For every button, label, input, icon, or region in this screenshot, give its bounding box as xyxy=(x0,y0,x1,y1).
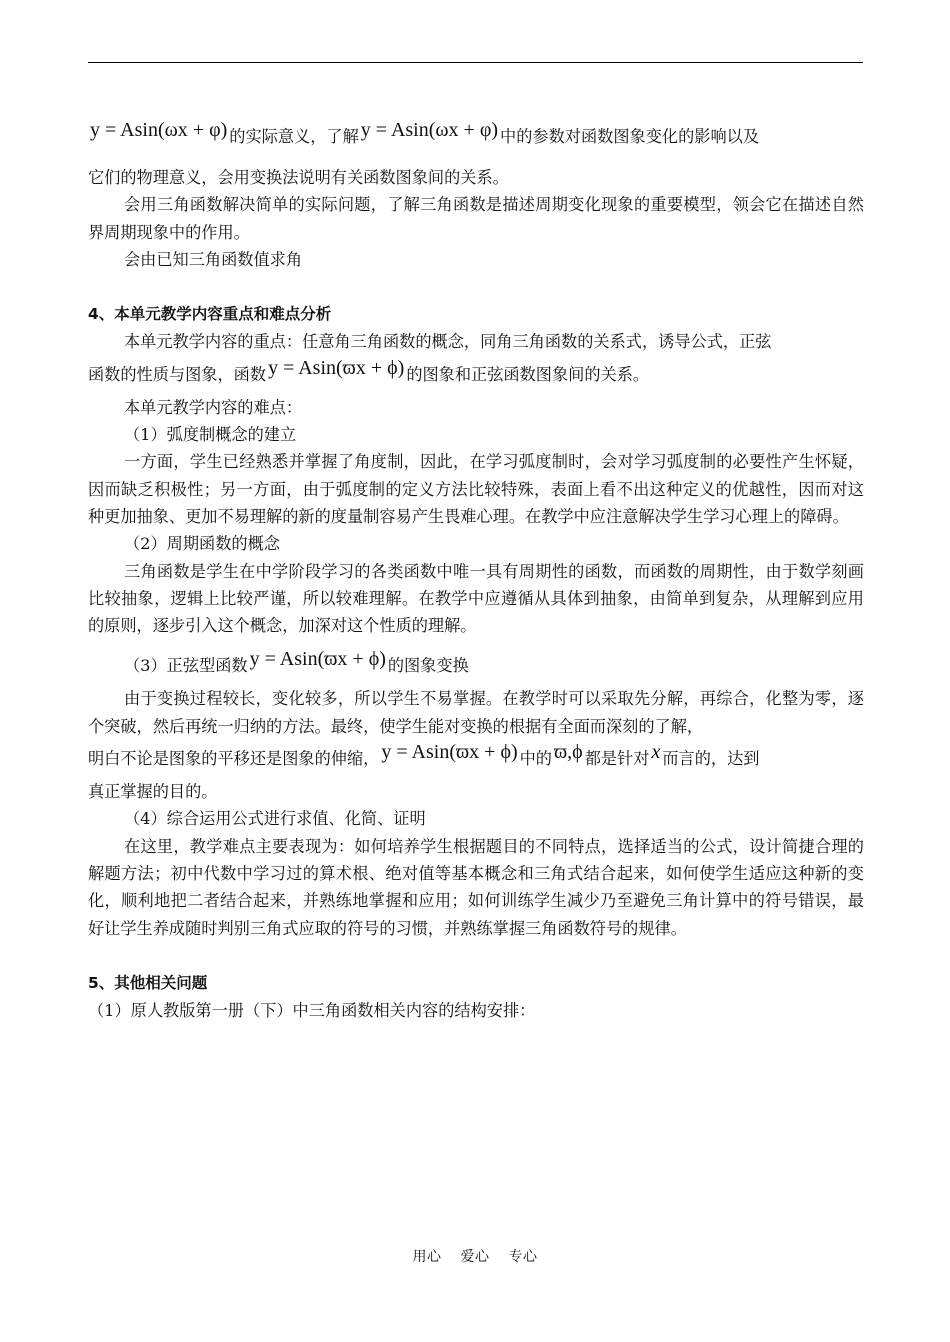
item-3-body-line-2 xyxy=(88,740,864,778)
item-3-body-line-1: 由于变换过程较长，变化较多，所以学生不易掌握。在教学时可以采取先分解，再综合，化整为零，逐个突破，然后再统一归纳的方法。最终，使学生能对变换的根据有全面而深刻的了解， xyxy=(88,689,864,736)
item-3-body-part-b: 中的 xyxy=(519,749,552,769)
intro-paragraph-3: 会由已知三角函数值求角 xyxy=(124,249,303,269)
formula-var-x: x xyxy=(651,741,661,764)
section-4-heading: 4、本单元教学内容重点和难点分析 xyxy=(88,305,332,324)
intro-line-2: 它们的物理意义，会用变换法说明有关函数图象间的关系。 xyxy=(88,168,509,187)
section-5-heading: 5、其他相关问题 xyxy=(88,973,208,992)
item-2-title: （2）周期函数的概念 xyxy=(124,534,280,554)
key-points-line-2-start: 函数的性质与图象，函数 xyxy=(88,364,267,384)
formula-y-asin-varpi-3: y = Asin(ϖx + ϕ) xyxy=(381,741,518,764)
item-3-body-line-3: 真正掌握的目的。 xyxy=(88,782,218,802)
formula-y-asin-varpi: y = Asin(ϖx + ϕ) xyxy=(268,356,405,379)
key-points-line-2-end: 的图象和正弦函数图象间的关系。 xyxy=(406,364,650,384)
intro-line-1 xyxy=(88,118,864,156)
item-3-title-end: 的图象变换 xyxy=(387,656,469,676)
intro-line-1-mid: 的实际意义，了解 xyxy=(229,127,359,146)
intro-line-1-end: 中的参数对函数图象变化的影响以及 xyxy=(500,127,760,146)
item-3-body-part-a: 明白不论是图象的平移还是图象的伸缩， xyxy=(88,749,380,769)
formula-y-asin-omega-2: y = Asin(ωx + φ) xyxy=(360,119,499,141)
item-3-title xyxy=(88,647,864,685)
formula-y-asin-omega: y = Asin(ωx + φ) xyxy=(90,119,228,141)
document-body xyxy=(88,118,864,1024)
key-points-line-1: 本单元教学内容的重点：任意角三角函数的概念，同角三角函数的关系式，诱导公式，正弦 xyxy=(124,332,772,352)
page-footer: 用心 爱心 专心 xyxy=(412,1249,538,1265)
item-3-body-part-d: 而言的，达到 xyxy=(662,749,760,769)
item-4-body: 在这里，教学难点主要表现为：如何培养学生根据题目的不同特点，选择适当的公式，设计简捷合理的解题方法；初中代数中学习过的算术根、绝对值等基本概念和三角式结合起来，如何使学生适应这种新的变化，顺利地把二者结合起来，并熟练地掌握和应用；如何训练学生减少乃至避免三角计算中的符号错误，最好让学生养成随时判别三角式应取的符号的习惯，并熟练掌握三角函数符号的规律。 xyxy=(88,836,864,938)
difficulties-intro: 本单元教学内容的难点： xyxy=(124,397,303,417)
item-1-body: 一方面，学生已经熟悉并掌握了角度制，因此，在学习弧度制时，会对学习弧度制的必要性产生怀疑，因而缺乏积极性；另一方面，由于弧度制的定义方法比较特殊，表面上看不出这种定义的优越性，因而对这种更加抽象、更加不易理解的新的度量制容易产生畏难心理。在教学中应注意解决学生学习心理上的障碍。 xyxy=(88,452,864,526)
item-2-body: 三角函数是学生在中学阶段学习的各类函数中唯一具有周期性的函数，而函数的周期性，由于数学刻画比较抽象，逻辑上比较严谨，所以较难理解。在教学中应遵循从具体到抽象，由简单到复杂，从理解到应用的原则，逐步引入这个概念，加深对这个性质的理解。 xyxy=(88,561,864,636)
section-5-item-1: （1）原人教版第一册（下）中三角函数相关内容的结构安排： xyxy=(88,1001,536,1021)
intro-paragraph-2: 会用三角函数解决简单的实际问题，了解三角函数是描述周期变化现象的重要模型，领会它在描述自然界周期现象中的作用。 xyxy=(88,195,864,242)
header-rule xyxy=(88,62,863,63)
formula-y-asin-varpi-2: y = Asin(ϖx + ϕ) xyxy=(249,648,386,671)
formula-vars-varpi-phi: ϖ,ϕ xyxy=(554,741,583,764)
item-3-title-start: （3）正弦型函数 xyxy=(124,656,248,676)
key-points-line-2 xyxy=(88,356,864,394)
item-3-body-part-c: 都是针对 xyxy=(584,749,650,769)
item-4-title: （4）综合运用公式进行求值、化简、证明 xyxy=(124,809,426,829)
item-1-title: （1）弧度制概念的建立 xyxy=(124,425,297,445)
